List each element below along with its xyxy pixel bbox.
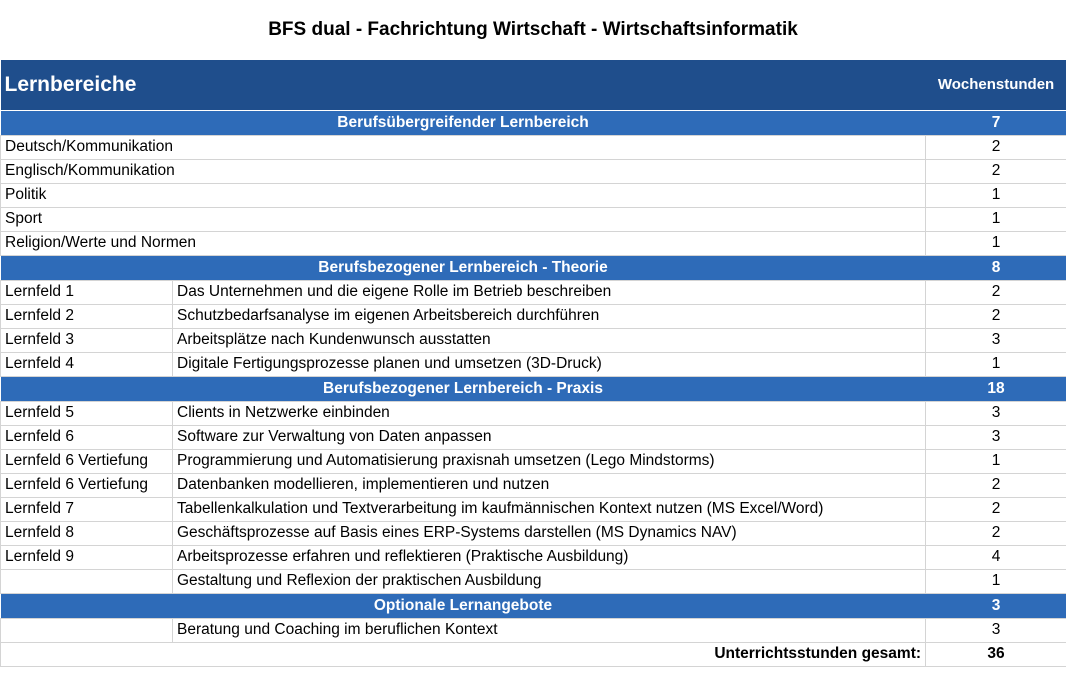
row-subject: Digitale Fertigungsprozesse planen und umsetzen (3D-Druck) bbox=[173, 352, 926, 376]
row-subject: Politik bbox=[1, 183, 926, 207]
row-subject: Beratung und Coaching im beruflichen Kontext bbox=[173, 618, 926, 642]
section-total: 3 bbox=[926, 593, 1066, 618]
section-row bbox=[1, 593, 1066, 618]
row-hours: 3 bbox=[926, 618, 1066, 642]
row-hours: 1 bbox=[926, 352, 1066, 376]
table-row bbox=[1, 545, 1066, 569]
table-row bbox=[1, 401, 1066, 425]
section-row bbox=[1, 110, 1066, 135]
row-subject: Tabellenkalkulation und Textverarbeitung im kaufmännischen Kontext nutzen (MS Excel/Word) bbox=[173, 497, 926, 521]
row-subject: Deutsch/Kommunikation bbox=[1, 135, 926, 159]
row-subject: Religion/Werte und Normen bbox=[1, 231, 926, 255]
row-subject: Schutzbedarfsanalyse im eigenen Arbeitsbereich durchführen bbox=[173, 304, 926, 328]
table-row bbox=[1, 521, 1066, 545]
table-row bbox=[1, 473, 1066, 497]
table-header-row bbox=[1, 60, 1066, 110]
row-field: Lernfeld 1 bbox=[1, 280, 173, 304]
row-hours: 3 bbox=[926, 328, 1066, 352]
section-row bbox=[1, 255, 1066, 280]
row-hours: 1 bbox=[926, 207, 1066, 231]
row-field: Lernfeld 6 Vertiefung bbox=[1, 473, 173, 497]
row-field: Lernfeld 7 bbox=[1, 497, 173, 521]
section-name: Berufsbezogener Lernbereich - Theorie bbox=[1, 255, 926, 280]
section-total: 18 bbox=[926, 376, 1066, 401]
row-subject: Sport bbox=[1, 207, 926, 231]
row-field: Lernfeld 3 bbox=[1, 328, 173, 352]
row-hours: 1 bbox=[926, 183, 1066, 207]
row-subject: Geschäftsprozesse auf Basis eines ERP-Systems darstellen (MS Dynamics NAV) bbox=[173, 521, 926, 545]
table-row bbox=[1, 328, 1066, 352]
row-hours: 3 bbox=[926, 401, 1066, 425]
row-field: Lernfeld 6 Vertiefung bbox=[1, 449, 173, 473]
table-row bbox=[1, 231, 1066, 255]
row-hours: 2 bbox=[926, 304, 1066, 328]
page-title: BFS dual - Fachrichtung Wirtschaft - Wirtschaftsinformatik bbox=[268, 19, 798, 40]
total-value: 36 bbox=[926, 642, 1066, 666]
row-hours: 1 bbox=[926, 569, 1066, 593]
table-row bbox=[1, 569, 1066, 593]
row-hours: 2 bbox=[926, 135, 1066, 159]
total-label: Unterrichtsstunden gesamt: bbox=[1, 642, 926, 666]
row-subject: Arbeitsplätze nach Kundenwunsch ausstatten bbox=[173, 328, 926, 352]
table-row bbox=[1, 135, 1066, 159]
row-subject: Programmierung und Automatisierung praxisnah umsetzen (Lego Mindstorms) bbox=[173, 449, 926, 473]
section-name: Berufsbezogener Lernbereich - Praxis bbox=[1, 376, 926, 401]
row-hours: 2 bbox=[926, 521, 1066, 545]
row-field: Lernfeld 8 bbox=[1, 521, 173, 545]
row-subject: Software zur Verwaltung von Daten anpassen bbox=[173, 425, 926, 449]
section-total: 8 bbox=[926, 255, 1066, 280]
section-total: 7 bbox=[926, 110, 1066, 135]
table-row bbox=[1, 497, 1066, 521]
table-row bbox=[1, 425, 1066, 449]
header-hours: Wochenstunden bbox=[926, 60, 1066, 110]
row-hours: 3 bbox=[926, 425, 1066, 449]
table-row bbox=[1, 280, 1066, 304]
table-row bbox=[1, 159, 1066, 183]
row-field: Lernfeld 5 bbox=[1, 401, 173, 425]
table-row bbox=[1, 618, 1066, 642]
table-row bbox=[1, 207, 1066, 231]
row-subject: Clients in Netzwerke einbinden bbox=[173, 401, 926, 425]
row-hours: 2 bbox=[926, 159, 1066, 183]
table-row bbox=[1, 304, 1066, 328]
row-hours: 1 bbox=[926, 449, 1066, 473]
row-field: Lernfeld 6 bbox=[1, 425, 173, 449]
row-hours: 2 bbox=[926, 473, 1066, 497]
row-field bbox=[1, 569, 173, 593]
section-name: Optionale Lernangebote bbox=[1, 593, 926, 618]
header-areas: Lernbereiche bbox=[1, 60, 926, 110]
row-hours: 2 bbox=[926, 280, 1066, 304]
row-subject: Arbeitsprozesse erfahren und reflektieren (Praktische Ausbildung) bbox=[173, 545, 926, 569]
row-subject: Das Unternehmen und die eigene Rolle im Betrieb beschreiben bbox=[173, 280, 926, 304]
table-row bbox=[1, 183, 1066, 207]
row-hours: 1 bbox=[926, 231, 1066, 255]
row-hours: 2 bbox=[926, 497, 1066, 521]
row-field: Lernfeld 9 bbox=[1, 545, 173, 569]
total-row bbox=[1, 642, 1066, 666]
row-field: Lernfeld 2 bbox=[1, 304, 173, 328]
row-subject: Gestaltung und Reflexion der praktischen Ausbildung bbox=[173, 569, 926, 593]
row-field bbox=[1, 618, 173, 642]
table-row bbox=[1, 352, 1066, 376]
section-name: Berufsübergreifender Lernbereich bbox=[1, 110, 926, 135]
row-subject: Englisch/Kommunikation bbox=[1, 159, 926, 183]
row-subject: Datenbanken modellieren, implementieren und nutzen bbox=[173, 473, 926, 497]
section-row bbox=[1, 376, 1066, 401]
table-row bbox=[1, 449, 1066, 473]
row-field: Lernfeld 4 bbox=[1, 352, 173, 376]
row-hours: 4 bbox=[926, 545, 1066, 569]
curriculum-table bbox=[0, 60, 1066, 667]
